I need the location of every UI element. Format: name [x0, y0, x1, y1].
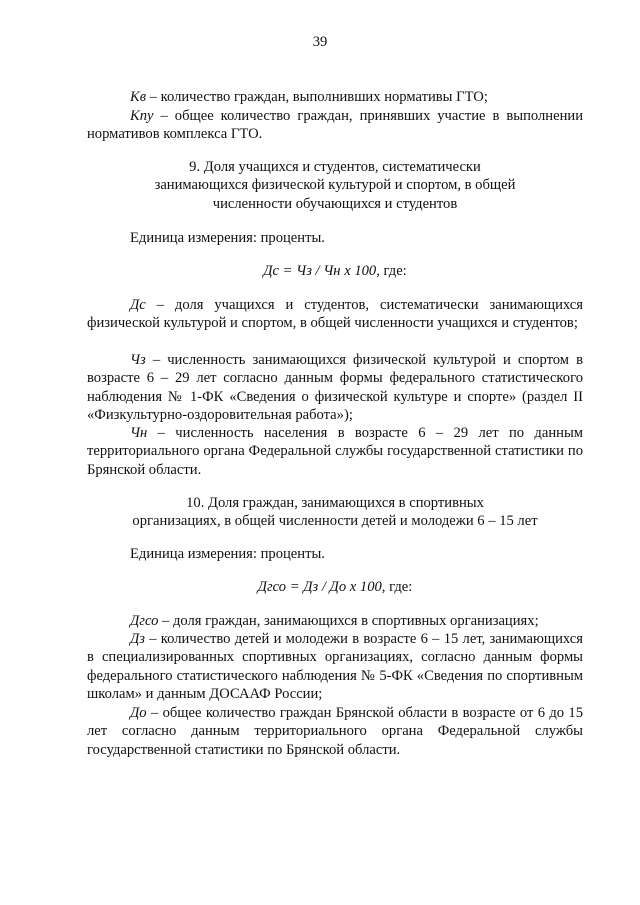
section-9-heading [87, 158, 583, 213]
do-text: – общее количество граждан Брянской области в возрасте от 6 до 15 лет согласно данным территориального органа Федеральной службы государственной статистики по Брянской области. [87, 705, 583, 758]
chn-symbol: Чн [130, 425, 148, 441]
chz-definition [87, 351, 583, 425]
dgso-symbol: Дгсо [130, 613, 159, 629]
chn-text: – численность населения в возрасте 6 – 29 лет по данным территориального органа Федеральной службы государственной статистики по Брянской области. [87, 425, 583, 478]
section-10-heading-line-1: 10. Доля граждан, занимающихся в спортивных [186, 495, 484, 511]
page-number: 39 [312, 34, 328, 50]
section-9-heading-line-3: численности обучающихся и студентов [212, 195, 458, 212]
section-10-formula-tail: , где: [381, 579, 413, 595]
section-9-unit-text: Единица измерения: проценты. [130, 230, 325, 246]
dz-text: – количество детей и молодежи в возрасте 6 – 15 лет, занимающихся в специализированных спортивных организациях, согласно данным формы федерального статистического наблюдения № 5-ФК «Сведения по спортивным школам» и данным ДОСААФ России; [87, 631, 583, 703]
section-10-heading [87, 494, 583, 531]
do-symbol: До [130, 705, 147, 721]
section-10-heading-line-2: организациях, в общей численности детей и молодежи 6 – 15 лет [132, 513, 538, 530]
section-9-heading-line-2: занимающихся физической культурой и спортом, в общей [154, 177, 516, 194]
kpu-text: – общее количество граждан, принявших участие в выполнении нормативов комплекса ГТО. [87, 108, 583, 143]
kpu-definition [87, 107, 583, 144]
section-10-unit-text: Единица измерения: проценты. [130, 546, 325, 562]
kv-definition [87, 88, 583, 106]
section-9-formula-main: Дс = Чз / Чн х 100 [263, 263, 377, 279]
chz-symbol: Чз [130, 352, 146, 368]
section-10-formula [87, 578, 583, 596]
section-10-formula-main: Дгсо = Дз / До х 100 [257, 579, 382, 595]
ds-text: – доля учащихся и студентов, систематически занимающихся физической культурой и спортом, в общей численности учащихся и студентов; [87, 297, 583, 332]
dgso-definition [87, 612, 583, 630]
dz-definition [87, 630, 583, 704]
section-9-formula [87, 262, 583, 280]
kv-text: – количество граждан, выполнивших нормативы ГТО; [146, 89, 488, 105]
dgso-text: – доля граждан, занимающихся в спортивных организациях; [158, 613, 539, 629]
section-9-unit [87, 229, 583, 247]
kpu-symbol: Кпу [130, 108, 154, 124]
kv-symbol: Кв [130, 89, 147, 105]
do-definition [87, 704, 583, 759]
ds-definition [87, 296, 583, 333]
chz-text: – численность занимающихся физической культурой и спортом в возрасте 6 – 29 лет согласно данным формы федерального статистического наблюдения № 1-ФК «Сведения о физической культуре и спорте» (раздел II «Физкультурно-оздоровительная работа»); [87, 352, 583, 424]
section-9-formula-tail: , где: [376, 263, 407, 279]
section-10-unit [87, 545, 583, 563]
ds-symbol: Дс [130, 297, 146, 313]
dz-symbol: Дз [130, 631, 145, 647]
section-9-heading-line-1: 9. Доля учащихся и студентов, систематически [189, 159, 481, 175]
chn-definition [87, 424, 583, 479]
